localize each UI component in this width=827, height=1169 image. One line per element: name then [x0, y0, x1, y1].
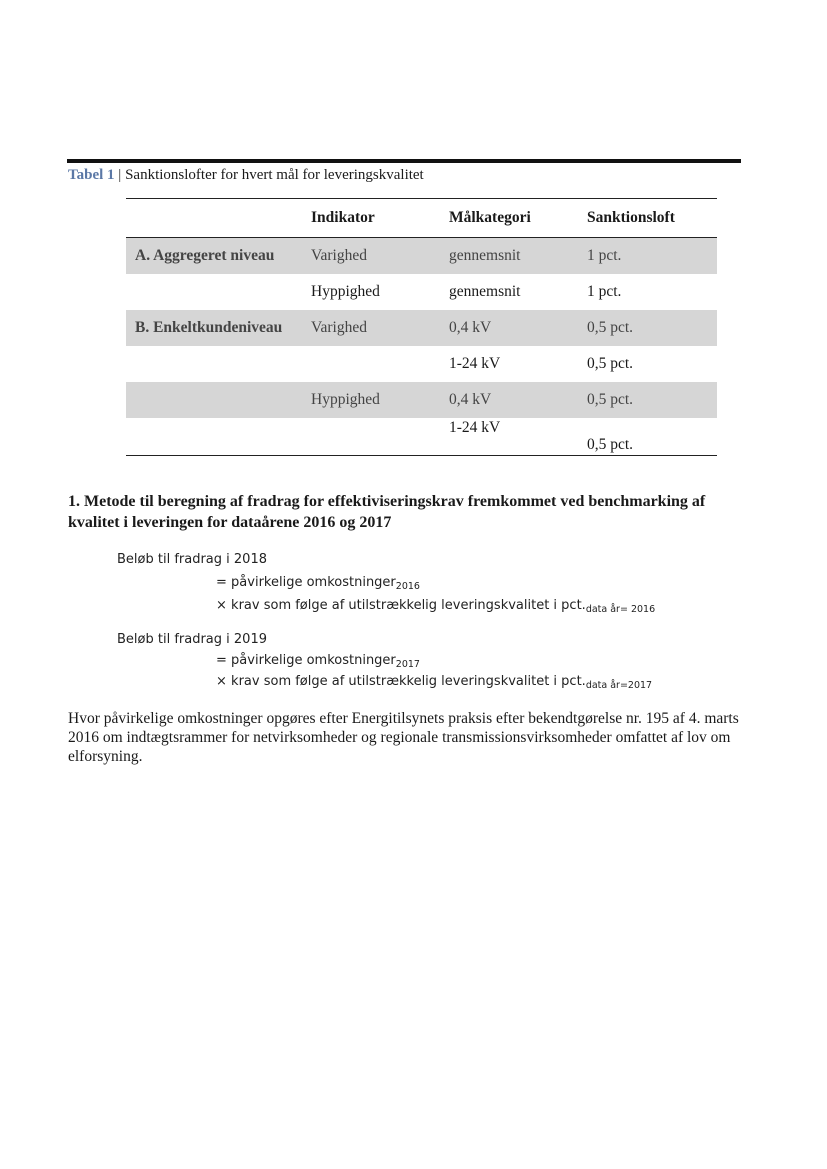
- table-caption-text: Sanktionslofter for hvert mål for leveringskvalitet: [125, 167, 424, 183]
- level-cell: B. Enkeltkundeniveau: [126, 310, 302, 346]
- indicator-cell: Varighed: [302, 238, 440, 275]
- formula-subscript: 2017: [395, 659, 420, 670]
- indicator-cell: Hyppighed: [311, 283, 380, 300]
- table-row: [126, 310, 717, 346]
- sanction-table: [126, 198, 717, 456]
- formula-title-2018: Beløb til fradrag i 2018: [117, 552, 267, 567]
- formula-term: påvirkelige omkostninger: [231, 653, 396, 668]
- category-cell: 0,4 kV: [440, 382, 578, 418]
- category-cell: 1-24 kV: [440, 418, 578, 456]
- formula-subscript: 2016: [395, 581, 420, 592]
- table-caption-label: Tabel 1: [68, 167, 115, 183]
- table-row: [126, 346, 717, 382]
- formula-equals-line-2019: [216, 653, 420, 670]
- header-sanktionsloft: Sanktionsloft: [578, 199, 717, 238]
- indicator-cell: [302, 418, 440, 456]
- indicator-cell: [302, 346, 440, 382]
- equals-sign: =: [216, 653, 227, 668]
- section-heading: 1. Metode til beregning af fradrag for effektiviseringskrav fremkommet ved benchmarking af kvalitet i leveringen for dataårene 2016 og 2017: [68, 493, 706, 531]
- times-sign: ×: [216, 598, 227, 613]
- formula-term: påvirkelige omkostninger: [231, 575, 396, 590]
- cap-cell: 0,5 pct.: [587, 355, 634, 372]
- level-cell: [126, 346, 302, 382]
- cap-cell: 1 pct.: [578, 238, 717, 275]
- equals-sign: =: [216, 575, 227, 590]
- formula-times-line-2018: [216, 598, 655, 615]
- category-cell: gennemsnit: [440, 238, 578, 275]
- indicator-cell: Varighed: [302, 310, 440, 346]
- cap-cell: 0,5 pct.: [578, 418, 717, 456]
- category-cell: gennemsnit: [449, 283, 521, 300]
- category-cell: 1-24 kV: [449, 355, 501, 372]
- level-cell: [126, 274, 302, 310]
- times-sign: ×: [216, 674, 227, 689]
- table-row: [126, 382, 717, 418]
- formula-term: krav som følge af utilstrækkelig leveringskvalitet i pct.: [231, 598, 586, 613]
- formula-subscript: data år= 2016: [585, 604, 656, 615]
- header-cell-empty: [126, 199, 302, 238]
- category-cell: 0,4 kV: [440, 310, 578, 346]
- formula-subscript: data år=2017: [585, 680, 653, 691]
- header-malkategori: Målkategori: [440, 199, 578, 238]
- level-cell: A. Aggregeret niveau: [126, 238, 302, 275]
- level-cell: [126, 418, 302, 456]
- table-row: [126, 238, 717, 275]
- level-cell: [126, 382, 302, 418]
- table-caption-separator: |: [118, 167, 122, 183]
- cap-cell: 1 pct.: [587, 283, 622, 300]
- table-header-row: [126, 199, 717, 238]
- table-caption: [68, 166, 424, 184]
- formula-term: krav som følge af utilstrækkelig leveringskvalitet i pct.: [231, 674, 586, 689]
- table-row: [126, 418, 717, 456]
- cap-cell: 0,5 pct.: [578, 382, 717, 418]
- body-paragraph: Hvor påvirkelige omkostninger opgøres efter Energitilsynets praksis efter bekendtgørelse nr. 195 af 4. marts 2016 om indtægtsrammer for netvirksomheder og regionale transmissionsvirksomheder omfattet af lov om elforsyning.: [68, 710, 739, 765]
- top-rule: [67, 159, 741, 163]
- formula-equals-line-2018: [216, 575, 420, 592]
- formula-title-2019: Beløb til fradrag i 2019: [117, 632, 267, 647]
- table-row: [126, 274, 717, 310]
- cap-cell: 0,5 pct.: [578, 310, 717, 346]
- formula-times-line-2019: [216, 674, 652, 691]
- indicator-cell: Hyppighed: [302, 382, 440, 418]
- header-indikator: Indikator: [302, 199, 440, 238]
